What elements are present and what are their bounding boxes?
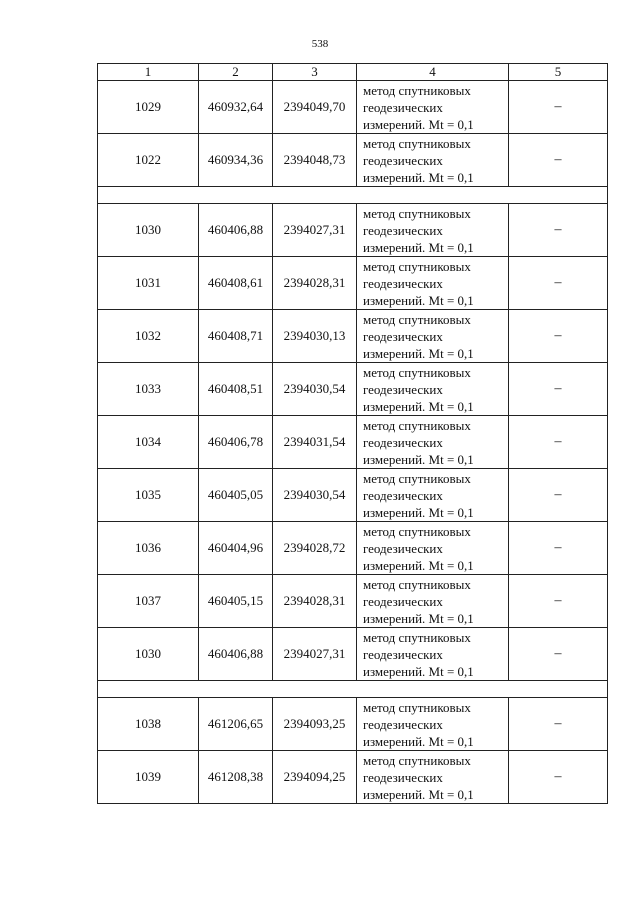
x-coordinate-cell: 460408,71 [199,310,273,363]
method-line: метод спутниковых [363,364,471,380]
x-coordinate-cell: 460932,64 [199,81,273,134]
y-coordinate-cell: 2394028,72 [273,522,357,575]
method-line: метод спутниковых [363,205,471,221]
method-line: метод спутниковых [363,311,471,327]
method-cell [357,698,509,751]
method-line: метод спутниковых [363,629,471,645]
table-body [98,64,608,804]
table-row [98,522,608,575]
method-line: метод спутниковых [363,417,471,433]
method-line: метод спутниковых [363,576,471,592]
header-cell: 1 [98,64,199,81]
method-cell [357,522,509,575]
method-line: метод спутниковых [363,752,471,768]
header-cell: 5 [509,64,608,81]
y-coordinate-cell: 2394030,13 [273,310,357,363]
method-line: геодезических [363,487,443,503]
table-row [98,751,608,804]
group-separator-cell [98,681,608,698]
method-cell [357,416,509,469]
method-line: метод спутниковых [363,523,471,539]
method-line: геодезических [363,99,443,115]
method-line: геодезических [363,381,443,397]
method-cell [357,257,509,310]
method-cell [357,134,509,187]
method-line: измерений. Mt = 0,1 [363,116,474,132]
header-cell: 3 [273,64,357,81]
method-line: геодезических [363,593,443,609]
method-cell [357,628,509,681]
method-line: геодезических [363,540,443,556]
y-coordinate-cell: 2394030,54 [273,363,357,416]
table-row [98,310,608,363]
method-line: измерений. Mt = 0,1 [363,733,474,749]
table-row [98,469,608,522]
method-line: измерений. Mt = 0,1 [363,451,474,467]
point-number-cell: 1030 [98,628,199,681]
method-line: метод спутниковых [363,258,471,274]
method-line: геодезических [363,769,443,785]
table-row [98,416,608,469]
y-coordinate-cell: 2394031,54 [273,416,357,469]
coordinates-table-container [97,63,608,804]
method-line: измерений. Mt = 0,1 [363,504,474,520]
point-number-cell: 1037 [98,575,199,628]
note-cell: – [509,698,608,751]
table-header-row [98,64,608,81]
method-line: геодезических [363,328,443,344]
method-cell [357,310,509,363]
method-line: геодезических [363,152,443,168]
point-number-cell: 1022 [98,134,199,187]
x-coordinate-cell: 460405,05 [199,469,273,522]
y-coordinate-cell: 2394028,31 [273,257,357,310]
note-cell: – [509,416,608,469]
table-row [98,257,608,310]
page-number: 538 [311,38,329,50]
table-row [98,628,608,681]
y-coordinate-cell: 2394027,31 [273,628,357,681]
note-cell: – [509,751,608,804]
y-coordinate-cell: 2394094,25 [273,751,357,804]
method-line: метод спутниковых [363,82,471,98]
method-line: измерений. Mt = 0,1 [363,663,474,679]
y-coordinate-cell: 2394049,70 [273,81,357,134]
x-coordinate-cell: 460405,15 [199,575,273,628]
table-row [98,363,608,416]
header-cell: 2 [199,64,273,81]
note-cell: – [509,469,608,522]
method-line: геодезических [363,716,443,732]
point-number-cell: 1035 [98,469,199,522]
x-coordinate-cell: 460408,51 [199,363,273,416]
method-line: геодезических [363,434,443,450]
method-line: геодезических [363,222,443,238]
y-coordinate-cell: 2394027,31 [273,204,357,257]
point-number-cell: 1032 [98,310,199,363]
table-row [98,134,608,187]
x-coordinate-cell: 461206,65 [199,698,273,751]
note-cell: – [509,522,608,575]
method-line: измерений. Mt = 0,1 [363,345,474,361]
method-cell [357,204,509,257]
note-cell: – [509,363,608,416]
x-coordinate-cell: 460934,36 [199,134,273,187]
point-number-cell: 1039 [98,751,199,804]
table-row [98,575,608,628]
table-row [98,81,608,134]
y-coordinate-cell: 2394048,73 [273,134,357,187]
x-coordinate-cell: 460404,96 [199,522,273,575]
coordinates-table [97,63,608,804]
method-cell [357,81,509,134]
method-cell [357,363,509,416]
method-line: метод спутниковых [363,135,471,151]
x-coordinate-cell: 460406,88 [199,204,273,257]
point-number-cell: 1036 [98,522,199,575]
point-number-cell: 1038 [98,698,199,751]
method-line: измерений. Mt = 0,1 [363,239,474,255]
method-line: измерений. Mt = 0,1 [363,557,474,573]
x-coordinate-cell: 460406,78 [199,416,273,469]
y-coordinate-cell: 2394028,31 [273,575,357,628]
note-cell: – [509,310,608,363]
group-separator-row [98,187,608,204]
group-separator-row [98,681,608,698]
note-cell: – [509,257,608,310]
table-row [98,698,608,751]
point-number-cell: 1033 [98,363,199,416]
table-row [98,204,608,257]
method-line: измерений. Mt = 0,1 [363,786,474,802]
note-cell: – [509,204,608,257]
method-line: измерений. Mt = 0,1 [363,169,474,185]
group-separator-cell [98,187,608,204]
method-line: измерений. Mt = 0,1 [363,398,474,414]
note-cell: – [509,628,608,681]
x-coordinate-cell: 460406,88 [199,628,273,681]
note-cell: – [509,81,608,134]
y-coordinate-cell: 2394030,54 [273,469,357,522]
method-line: измерений. Mt = 0,1 [363,610,474,626]
x-coordinate-cell: 461208,38 [199,751,273,804]
method-line: геодезических [363,275,443,291]
point-number-cell: 1030 [98,204,199,257]
header-cell: 4 [357,64,509,81]
point-number-cell: 1031 [98,257,199,310]
method-cell [357,469,509,522]
note-cell: – [509,134,608,187]
method-line: геодезических [363,646,443,662]
note-cell: – [509,575,608,628]
y-coordinate-cell: 2394093,25 [273,698,357,751]
x-coordinate-cell: 460408,61 [199,257,273,310]
point-number-cell: 1029 [98,81,199,134]
point-number-cell: 1034 [98,416,199,469]
method-line: измерений. Mt = 0,1 [363,292,474,308]
method-line: метод спутниковых [363,470,471,486]
method-line: метод спутниковых [363,699,471,715]
method-cell [357,575,509,628]
method-cell [357,751,509,804]
